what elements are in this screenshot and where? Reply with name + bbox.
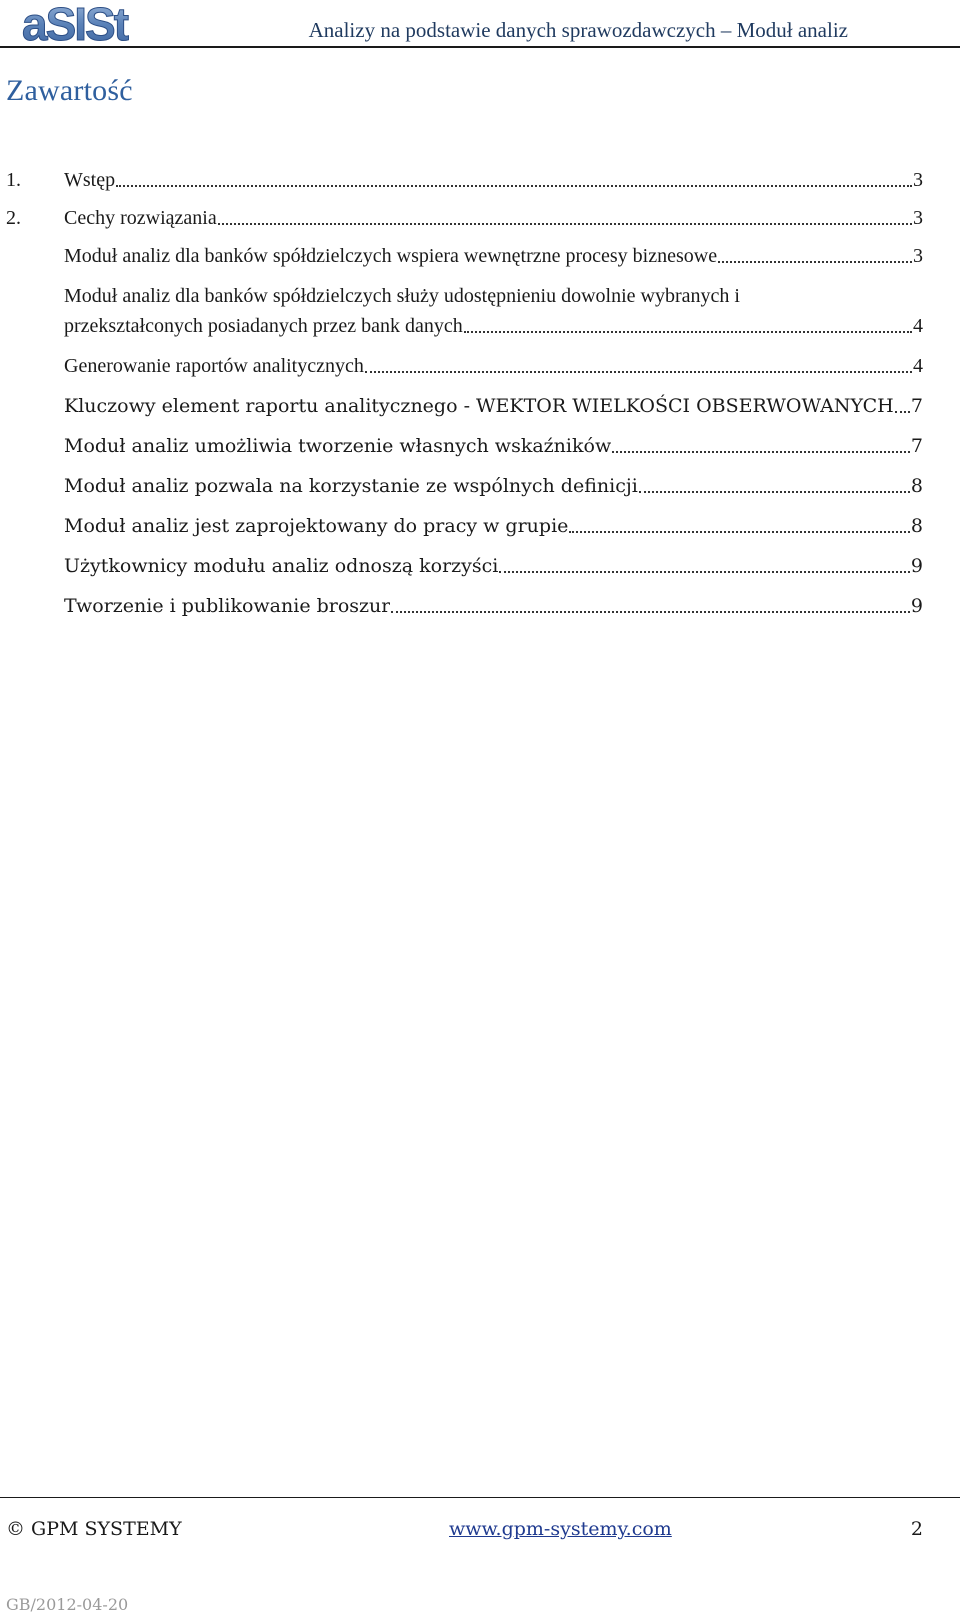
page-header <box>0 0 960 50</box>
toc-leader-dots <box>639 491 910 493</box>
toc-leader-dots <box>895 411 910 413</box>
toc-entry-page: 3 <box>913 207 923 229</box>
toc-entry-number: 1. <box>6 169 21 191</box>
toc-entry-label[interactable]: Użytkownicy modułu analiz odnoszą korzyści <box>64 555 499 577</box>
document-title: Analizy na podstawie danych sprawozdawczych – Moduł analiz <box>308 18 848 42</box>
toc-entry-label[interactable]: Moduł analiz umożliwia tworzenie własnych wskaźników <box>64 435 612 457</box>
toc-entry-page: 3 <box>913 169 923 191</box>
toc-entry-page: 8 <box>910 475 923 497</box>
toc-entry-page: 9 <box>910 595 923 617</box>
footer-document-code: GB/2012-04-20 <box>6 1595 129 1614</box>
footer-page-number: 2 <box>910 1518 923 1540</box>
toc-entry-label[interactable]: Moduł analiz pozwala na korzystanie ze wspólnych definicji <box>64 475 638 497</box>
toc-entry-label[interactable]: Wstęp <box>64 169 116 191</box>
footer-website-link[interactable]: www.gpm-systemy.com <box>449 1518 672 1540</box>
header-divider <box>0 46 960 48</box>
asist-logo <box>22 2 162 46</box>
footer-copyright: © GPM SYSTEMY <box>6 1518 182 1540</box>
toc-leader-dots <box>718 261 912 263</box>
toc-entry-label[interactable]: Moduł analiz jest zaprojektowany do pracy w grupie <box>64 515 569 537</box>
toc-leader-dots <box>569 531 910 533</box>
toc-leader-dots <box>391 611 910 613</box>
toc-entry-label[interactable]: Kluczowy element raportu analitycznego - WEKTOR WIELKOŚCI OBSERWOWANYCH <box>64 395 894 417</box>
logo-text: aSISt <box>22 2 128 46</box>
toc-entry-number: 2. <box>6 207 21 229</box>
toc-entry-page: 7 <box>910 395 923 417</box>
toc-leader-dots <box>464 331 912 333</box>
toc-entry-page: 4 <box>913 315 923 337</box>
toc-entry-label[interactable]: Generowanie raportów analitycznych <box>64 355 364 377</box>
toc-entry-page: 9 <box>910 555 923 577</box>
toc-leader-dots <box>612 451 910 453</box>
toc-heading: Zawartość <box>6 74 133 107</box>
toc-entry-label[interactable]: przekształconych posiadanych przez bank danych <box>64 315 463 337</box>
toc-entry-label[interactable]: Moduł analiz dla banków spółdzielczych wspiera wewnętrzne procesy biznesowe <box>64 245 718 267</box>
toc-entry-label-line1[interactable]: Moduł analiz dla banków spółdzielczych służy udostępnieniu dowolnie wybranych i <box>64 285 740 307</box>
toc-leader-dots <box>499 571 910 573</box>
toc-entry-page: 8 <box>910 515 923 537</box>
toc-entry-label[interactable]: Tworzenie i publikowanie broszur <box>64 595 391 617</box>
toc-entry-page: 7 <box>910 435 923 457</box>
footer-divider <box>0 1497 960 1498</box>
toc-entry-label[interactable]: Cechy rozwiązania <box>64 207 217 229</box>
toc-entry-page: 4 <box>913 355 923 377</box>
toc-leader-dots <box>218 223 912 225</box>
toc-entry-page: 3 <box>913 245 923 267</box>
toc-leader-dots <box>365 371 912 373</box>
toc-leader-dots <box>116 185 912 187</box>
